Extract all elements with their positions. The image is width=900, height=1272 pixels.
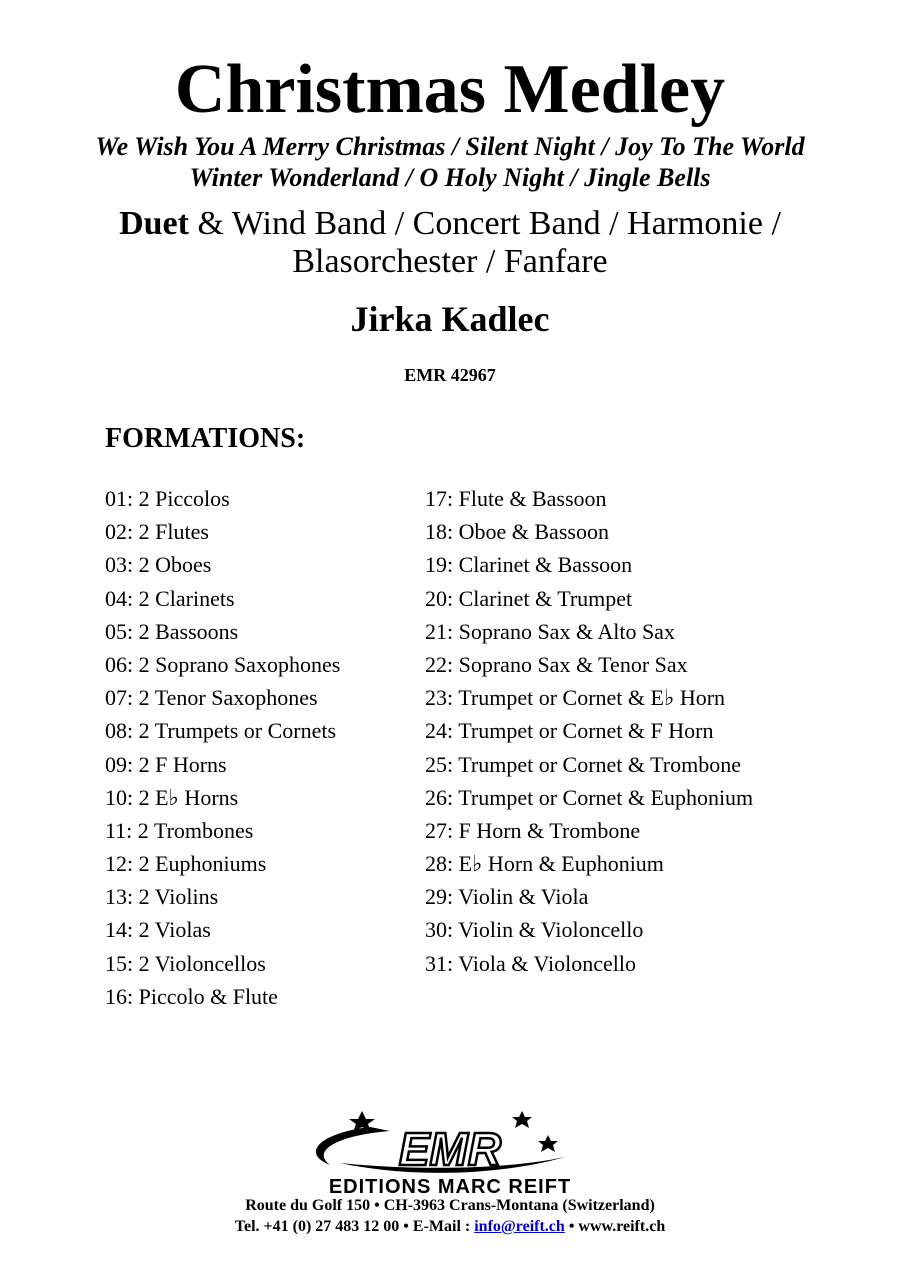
formation-item: 02: 2 Flutes [105,519,209,545]
formation-item: 12: 2 Euphoniums [105,851,267,877]
formation-item: 26: Trumpet or Cornet & Euphonium [425,784,754,810]
formation-item: 20: Clarinet & Trumpet [425,585,633,611]
formation-item: 08: 2 Trumpets or Cornets [105,718,337,744]
logo-letters: EMR [398,1123,502,1175]
formation-item: 03: 2 Oboes [105,552,212,578]
formation-item: 31: Viola & Violoncello [425,950,637,976]
subtitle-line-2: Winter Wonderland / O Holy Night / Jingle Bells [189,163,711,192]
publisher-name: EDITIONS MARC REIFT [328,1176,572,1198]
formation-item: 22: Soprano Sax & Tenor Sax [425,651,688,677]
page-title: Christmas Medley [174,51,726,128]
star-icon [512,1111,532,1128]
formations-heading: FORMATIONS: [105,423,306,454]
contact-phone: Tel. +41 (0) 27 483 12 00 • E-Mail : [234,1218,475,1235]
instrumentation-rest: & Wind Band / Concert Band / Harmonie / [188,205,781,242]
formation-item: 05: 2 Bassoons [105,618,239,644]
instrumentation-line-1 [0,205,900,243]
publisher-logo [300,1105,600,1200]
formation-item: 21: Soprano Sax & Alto Sax [425,618,675,644]
publisher-address: Route du Golf 150 • CH-3963 Crans-Montana (Switzerland) [245,1197,655,1214]
contact-website: • www.reift.ch [564,1218,666,1235]
formation-item: 18: Oboe & Bassoon [425,519,609,545]
email-link[interactable]: info@reift.ch [474,1218,565,1235]
formation-item: 24: Trumpet or Cornet & F Horn [425,718,714,744]
formation-item: 14: 2 Violas [105,917,211,943]
formation-item: 23: Trumpet or Cornet & E♭ Horn [425,685,726,711]
formation-item: 07: 2 Tenor Saxophones [105,685,318,711]
instrumentation-line-2: Blasorchester / Fanfare [292,243,608,280]
formation-item: 09: 2 F Horns [105,751,227,777]
formation-item: 13: 2 Violins [105,884,219,910]
formation-item: 10: 2 E♭ Horns [105,784,239,810]
formation-item: 17: Flute & Bassoon [425,486,607,511]
star-icon [538,1135,558,1152]
formation-item: 04: 2 Clarinets [105,585,235,611]
formation-item: 16: Piccolo & Flute [105,983,278,1009]
formation-item: 15: 2 Violoncellos [105,950,266,976]
formation-item: 06: 2 Soprano Saxophones [105,651,341,677]
subtitle-line-1: We Wish You A Merry Christmas / Silent Night / Joy To The World [95,132,805,161]
formation-item: 30: Violin & Violoncello [425,917,644,943]
publisher-contact [0,1217,900,1237]
formation-item: 01: 2 Piccolos [105,486,230,511]
formation-item: 28: E♭ Horn & Euphonium [425,851,664,877]
formation-item: 29: Violin & Viola [425,884,589,910]
formations-list-right [425,482,753,980]
formation-item: 27: F Horn & Trombone [425,817,641,843]
swoosh-shape [316,1127,390,1165]
formation-item: 11: 2 Trombones [105,817,254,843]
composer-name: Jirka Kadlec [350,299,550,339]
formations-list-left [105,482,340,1013]
formation-item: 19: Clarinet & Bassoon [425,552,633,578]
formation-item: 25: Trumpet or Cornet & Trombone [425,751,741,777]
duet-label: Duet [119,205,189,242]
catalog-number: EMR 42967 [404,365,496,385]
